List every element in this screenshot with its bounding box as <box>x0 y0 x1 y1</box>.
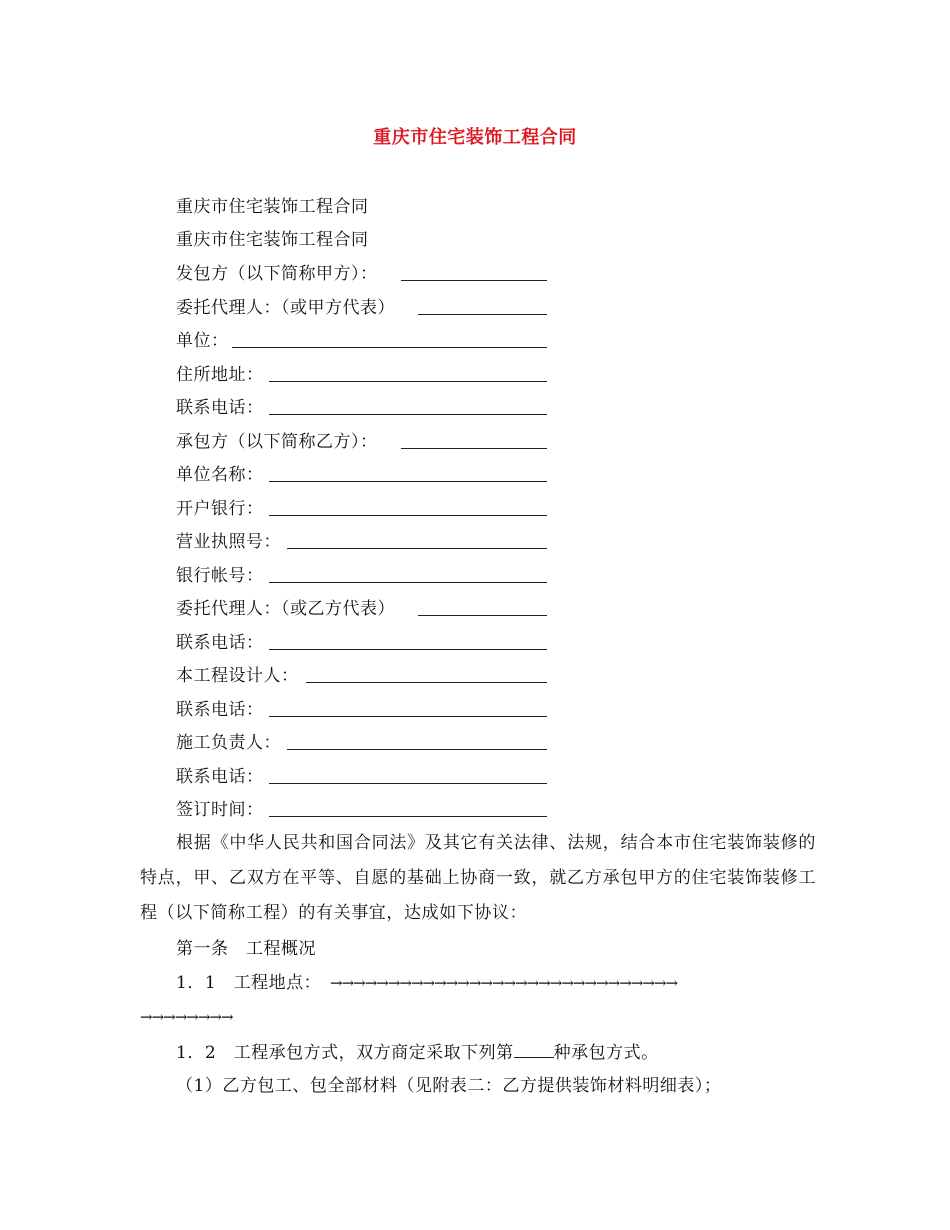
field-label: 住所地址： <box>176 365 264 385</box>
field-label: 承包方（以下简称乙方）： <box>176 432 378 452</box>
field-label: 联系电话： <box>176 633 264 653</box>
field-label: 签订时间： <box>176 800 264 820</box>
fill-blank <box>269 582 547 583</box>
document-title: 重庆市住宅装饰工程合同 <box>373 127 577 148</box>
header-line-1: 重庆市住宅装饰工程合同 <box>176 197 369 217</box>
field-label: 委托代理人：（或乙方代表） <box>176 599 395 619</box>
fill-blank <box>287 548 547 549</box>
field-label: 施工负责人： <box>176 733 281 753</box>
field-label: 联系电话： <box>176 398 264 418</box>
article-heading: 第一条 工程概况 <box>176 939 316 959</box>
field-label: 单位： <box>176 331 229 351</box>
intro-paragraph: 根据《中华人民共和国合同法》及其它有关法律、法规，结合本市住宅装饰装修的特点，甲、乙双方在平等、自愿的基础上协商一致，就乙方承包甲方的住宅装饰装修工程（以下简称工程）的有关事宜，达成如下协议： <box>140 833 816 923</box>
fill-blank <box>232 347 547 348</box>
fill-blank <box>269 649 547 650</box>
arrow-fill-line-1: →→→→→→→→→→→→→→→→→→→→→→→→→→→→→→ <box>330 974 678 992</box>
fill-blank <box>306 682 547 683</box>
field-label: 营业执照号： <box>176 532 281 552</box>
fill-blank <box>401 280 547 281</box>
clause-text: 1．2 工程承包方式，双方商定采取下列第 <box>176 1043 514 1063</box>
field-label: 联系电话： <box>176 700 264 720</box>
field-label: 本工程设计人： <box>176 666 299 686</box>
field-label: 联系电话： <box>176 767 264 787</box>
fill-blank <box>269 481 547 482</box>
fill-blank <box>269 783 547 784</box>
clause-text-end: 种承包方式。 <box>553 1043 659 1063</box>
fill-blank <box>287 749 547 750</box>
header-line-2: 重庆市住宅装饰工程合同 <box>176 230 369 250</box>
field-label: 委托代理人：（或甲方代表） <box>176 298 395 318</box>
fill-blank <box>269 716 547 717</box>
field-label: 单位名称： <box>176 465 264 485</box>
field-label: 开户银行： <box>176 499 264 519</box>
fill-blank <box>401 448 547 449</box>
field-label: 发包方（以下简称甲方）： <box>176 264 378 284</box>
field-label: 银行帐号： <box>176 566 264 586</box>
clause-1-2 <box>176 1041 659 1064</box>
option-number-blank <box>514 1041 554 1058</box>
option-1: （1）乙方包工、包全部材料（见附表二：乙方提供装饰材料明细表）； <box>176 1076 722 1096</box>
fill-blank <box>269 381 547 382</box>
fill-blank <box>269 414 547 415</box>
clause-label: 1．1 工程地点： <box>176 973 322 993</box>
fill-blank <box>418 615 547 616</box>
fill-blank <box>269 515 547 516</box>
fill-blank <box>269 816 547 817</box>
arrow-fill-line-2: →→→→→→→→ <box>140 1008 233 1026</box>
fill-blank <box>418 314 547 315</box>
